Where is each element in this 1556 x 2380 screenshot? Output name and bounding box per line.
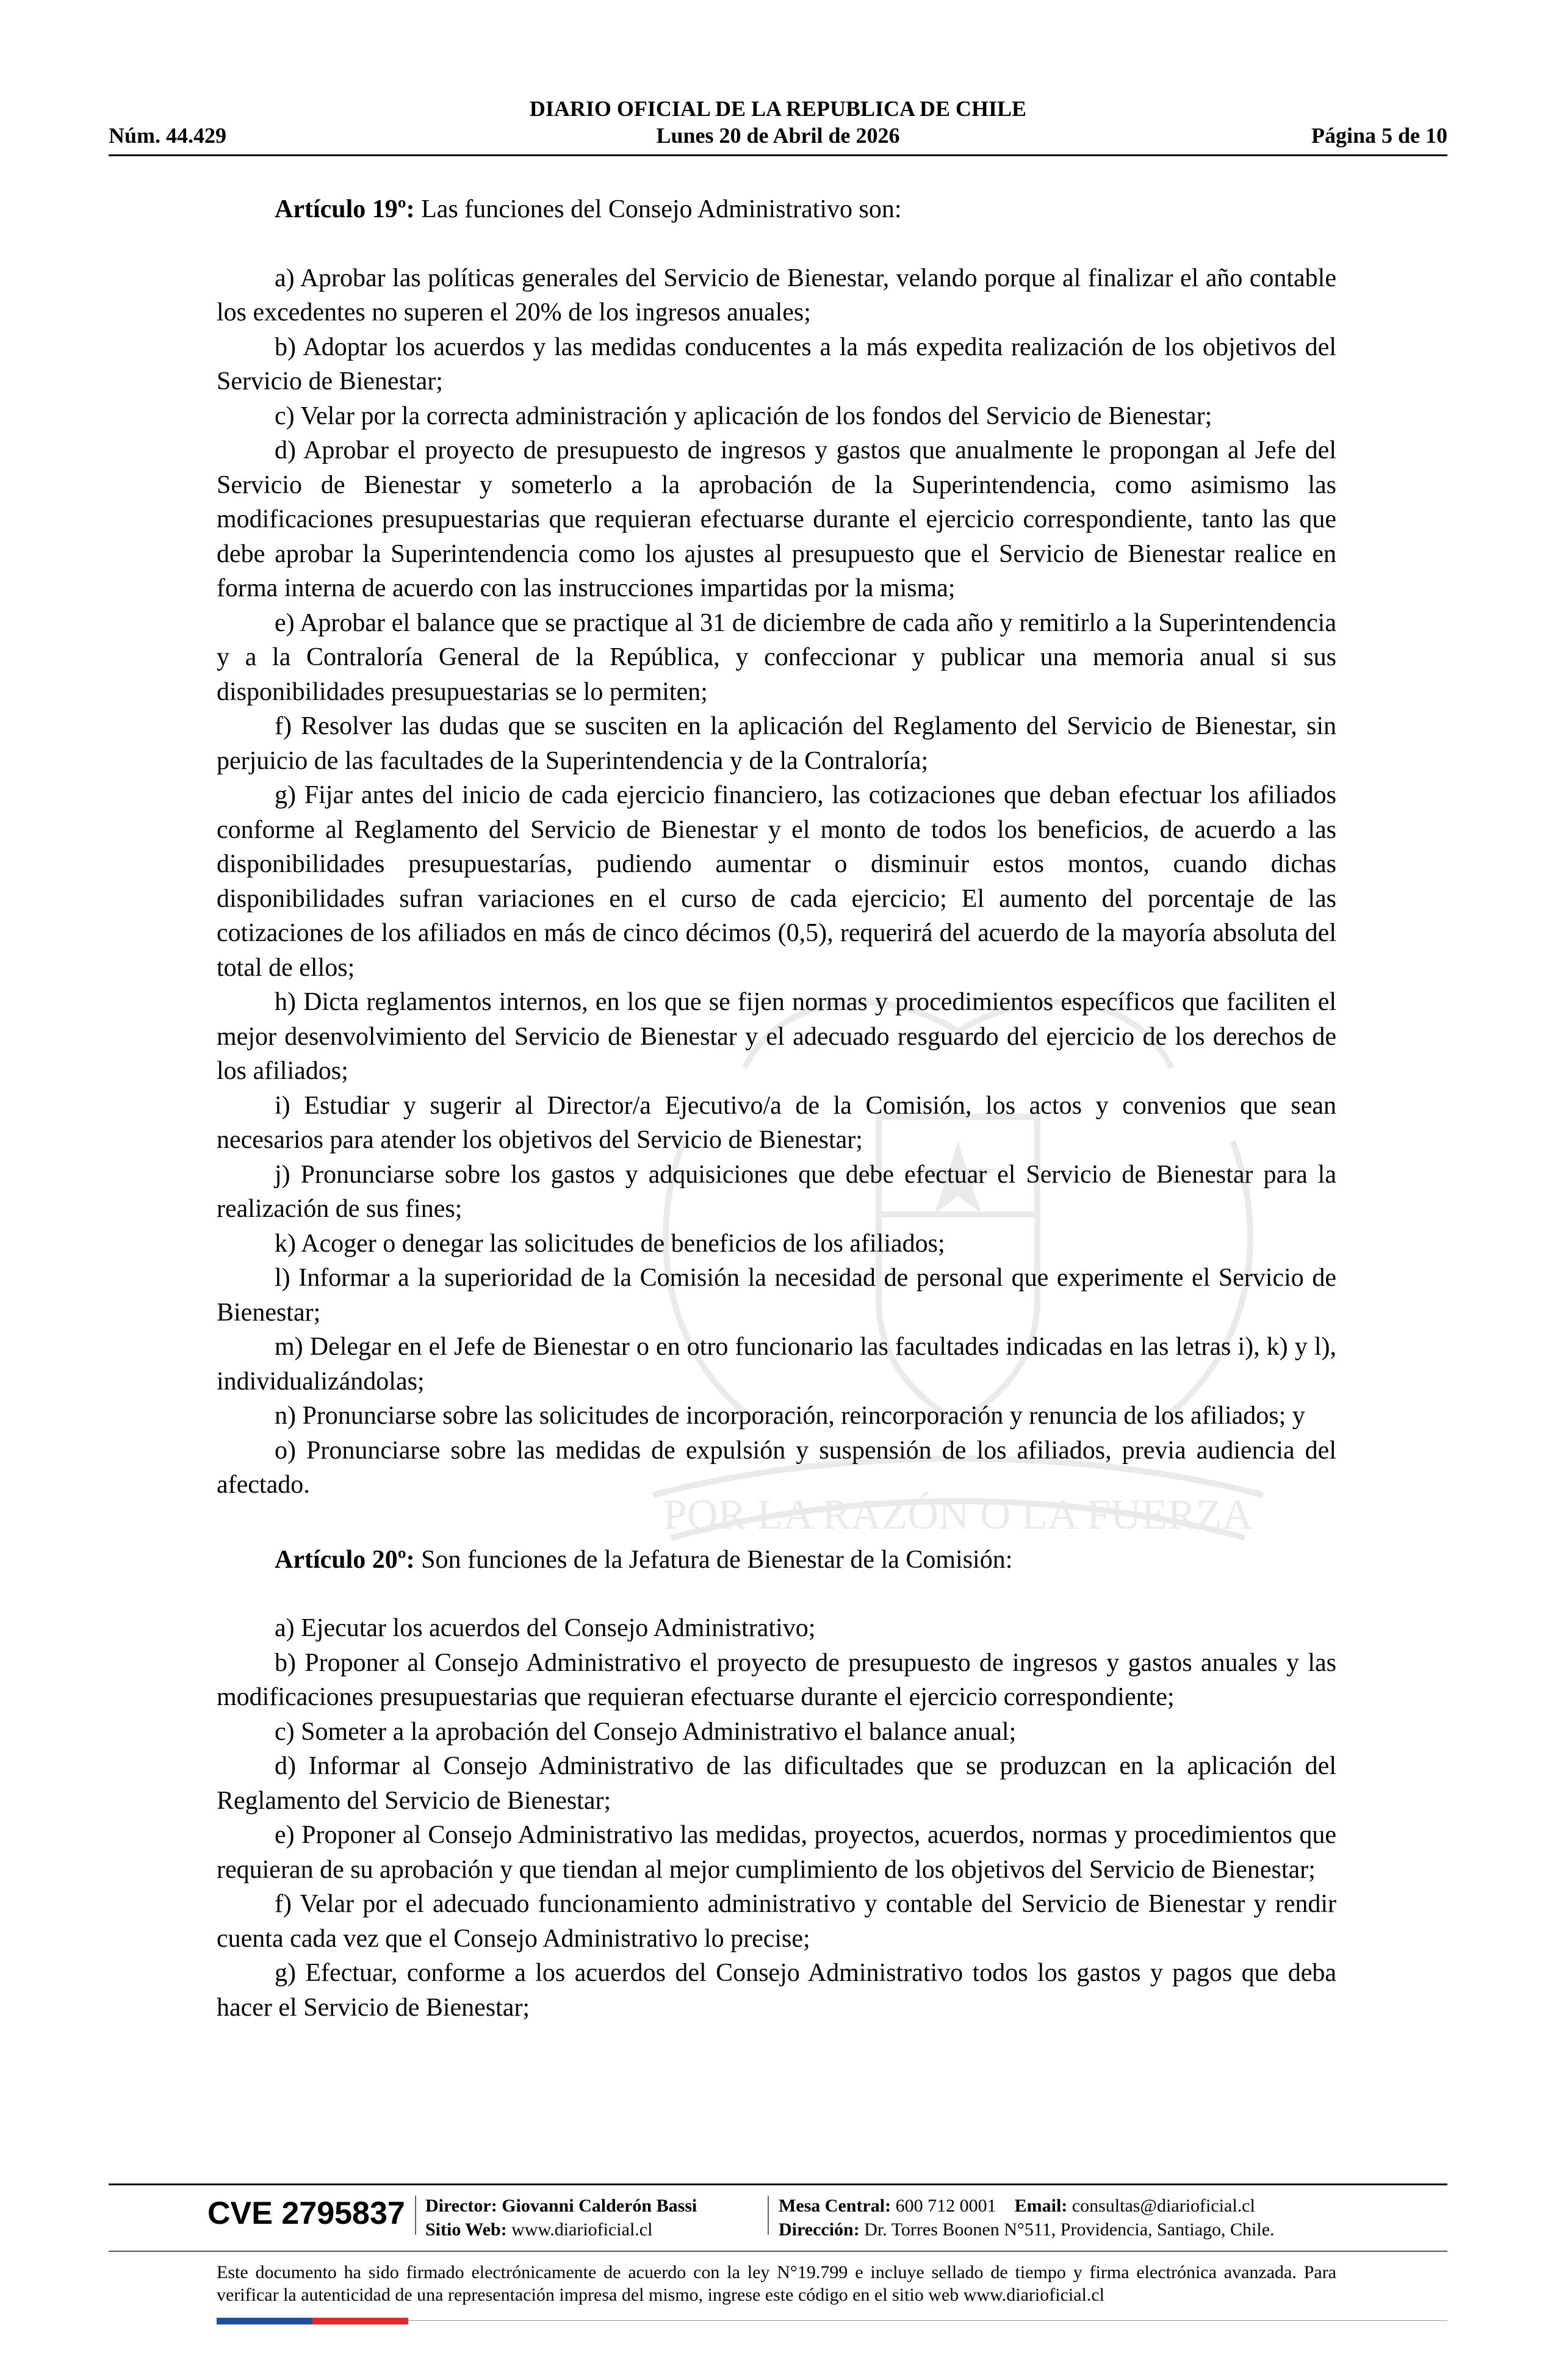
- article-19-item-a: a) Aprobar las políticas generales del Servicio de Bienestar, velando porque al finalizar el año contable los excedentes no superen el 20% de los ingresos anuales;: [217, 264, 1336, 326]
- article-20-item-g: g) Efectuar, conforme a los acuerdos del Consejo Administrativo todos los gastos y pagos que deba hacer el Servicio de Bienestar;: [217, 1959, 1336, 2022]
- article-19-item-k: k) Acoger o denegar las solicitudes de beneficios de los afiliados;: [275, 1229, 945, 1258]
- article-19-item-c: c) Velar por la correcta administración y aplicación de los fondos del Servicio de Bienestar;: [275, 402, 1212, 430]
- article-20-item-f: f) Velar por el adecuado funcionamiento administrativo y contable del Servicio de Bienestar y rendir cuenta cada vez que el Consejo Administrativo lo precise;: [217, 1890, 1336, 1953]
- article-20-heading: [217, 1543, 1336, 1578]
- header-divider: [109, 154, 1447, 156]
- page-header: [109, 92, 1447, 150]
- article-19-item-h: h) Dicta reglamentos internos, en los que se fijen normas y procedimientos específicos que faciliten el mejor desenvolvimiento del Servicio de Bienestar y el adecuado resguardo del ejercicio de los derechos de los afiliados;: [217, 988, 1336, 1085]
- article-19-item-b: b) Adoptar los acuerdos y las medidas conducentes a la más expedita realización de los objetivos del Servicio de Bienestar;: [217, 333, 1336, 395]
- article-19-item-j: j) Pronunciarse sobre los gastos y adquisiciones que debe efectuar el Servicio de Bienestar para la realización de sus fines;: [217, 1160, 1336, 1223]
- document-body: [217, 186, 1336, 2025]
- article-19-item-n: n) Pronunciarse sobre las solicitudes de incorporación, reincorporación y renuncia de los afiliados; y: [275, 1402, 1305, 1430]
- article-19-item-g: g) Fijar antes del inicio de cada ejercicio financiero, las cotizaciones que deban efectuar los afiliados conforme al Reglamento del Servicio de Bienestar y el monto de todos los beneficios, de acuerdo a las disponibilidades presupuestarías, pudiendo aumentar o disminuir estos montos, cuando dichas disponibilidades sufran variaciones en el curso de cada ejercicio; El aumento del porcentaje de las cotizaciones de los afiliados en más de cinco décimos (0,5), requerirá del acuerdo de la mayoría absoluta del total de ellos;: [217, 781, 1336, 982]
- footer-contact-block: [779, 2194, 1275, 2241]
- publication-title: DIARIO OFICIAL DE LA REPUBLICA DE CHILE: [529, 96, 1027, 121]
- address-value: Dr. Torres Boonen N°511, Providencia, Santiago, Chile.: [859, 2220, 1275, 2240]
- issue-number: Núm. 44.429: [109, 123, 227, 148]
- article-20-label: Artículo 20º:: [275, 1545, 415, 1574]
- article-20-intro: Son funciones de la Jefatura de Bienestar de la Comisión:: [414, 1545, 1013, 1574]
- cve-code: CVE 2795837: [207, 2196, 405, 2231]
- article-19-item-l: l) Informar a la superioridad de la Comisión la necesidad de personal que experimente el Servicio de Bienestar;: [217, 1264, 1336, 1327]
- director-label: Director:: [425, 2196, 497, 2216]
- address-label: Dirección:: [779, 2220, 860, 2240]
- article-19-item-d: d) Aprobar el proyecto de presupuesto de ingresos y gastos que anualmente le propongan al Jefe del Servicio de Bienestar y someterlo a la aprobación de la Superintendencia, como asimismo las modificaciones presupuestarias que requieran efectuarse durante el ejercicio correspondiente, tanto las que debe aprobar la Superintendencia como los ajustes al presupuesto que el Servicio de Bienestar realice en forma interna de acuerdo con las instrucciones impartidas por la misma;: [217, 436, 1336, 602]
- article-19-item-e: e) Aprobar el balance que se practique al 31 de diciembre de cada año y remitirlo a la Superintendencia y a la Contraloría General de la República, y confeccionar y publicar una memoria anual si sus disponibilidades presupuestarias se lo permiten;: [217, 608, 1336, 706]
- mesa-value: 600 712 0001: [891, 2196, 996, 2216]
- legal-notice: Este documento ha sido firmado electrónicamente de acuerdo con la ley N°19.799 e incluye sellado de tiempo y firma electrónica avanzada. Para verificar la autenticidad de una representación impresa del mismo, ingrese este código en el sitio web www.diarioficial.cl: [217, 2262, 1336, 2305]
- footer-divider-top: [109, 2183, 1447, 2185]
- mesa-label: Mesa Central:: [779, 2196, 891, 2216]
- article-20-item-c: c) Someter a la aprobación del Consejo Administrativo el balance anual;: [275, 1717, 1017, 1746]
- article-19-item-i: i) Estudiar y sugerir al Director/a Ejecutivo/a de la Comisión, los actos y convenios que sean necesarios para atender los objetivos del Servicio de Bienestar;: [217, 1091, 1336, 1154]
- article-19-item-o: o) Pronunciarse sobre las medidas de expulsión y suspensión de los afiliados, previa audiencia del afectado.: [217, 1436, 1336, 1499]
- article-19-intro: Las funciones del Consejo Administrativo son:: [414, 195, 902, 223]
- article-19-item-f: f) Resolver las dudas que se susciten en la aplicación del Reglamento del Servicio de Bienestar, sin perjuicio de las facultades de la Superintendencia y de la Contraloría;: [217, 712, 1336, 775]
- web-link[interactable]: www.diarioficial.cl: [506, 2220, 653, 2240]
- page-number: Página 5 de 10: [1311, 123, 1447, 148]
- flag-stripe-blue: [217, 2318, 312, 2324]
- web-label: Sitio Web:: [425, 2220, 507, 2240]
- article-19-heading: [217, 192, 1336, 227]
- director-name: Giovanni Calderón Bassi: [497, 2196, 697, 2216]
- footer-director-block: [425, 2194, 697, 2241]
- article-19-item-m: m) Delegar en el Jefe de Bienestar o en otro funcionario las facultades indicadas en las letras i), k) y l), individualizándolas;: [217, 1333, 1336, 1396]
- flag-stripe-red: [312, 2318, 408, 2324]
- article-20-item-b: b) Proponer al Consejo Administrativo el proyecto de presupuesto de ingresos y gastos anuales y las modificaciones presupuestarias que requieran efectuarse durante el ejercicio correspondiente;: [217, 1648, 1336, 1711]
- footer-separator: [415, 2196, 416, 2235]
- email-link[interactable]: consultas@diarioficial.cl: [1067, 2196, 1255, 2216]
- footer-separator: [768, 2196, 769, 2235]
- publication-date: Lunes 20 de Abril de 2026: [656, 123, 900, 148]
- article-20-item-e: e) Proponer al Consejo Administrativo las medidas, proyectos, acuerdos, normas y procedimientos que requieran de su aprobación y que tiendan al mejor cumplimiento de los objetivos del Servicio de Bienestar;: [217, 1821, 1336, 1884]
- footer-divider-mid: [109, 2251, 1447, 2252]
- watermark-motto: POR LA RAZÓN O LA FUERZA: [663, 1491, 1253, 1538]
- email-label: Email:: [1014, 2196, 1068, 2216]
- article-20-item-d: d) Informar al Consejo Administrativo de las dificultades que se produzcan en la aplicación del Reglamento del Servicio de Bienestar;: [217, 1752, 1336, 1815]
- article-19-label: Artículo 19º:: [275, 195, 415, 223]
- article-20-item-a: a) Ejecutar los acuerdos del Consejo Administrativo;: [275, 1614, 816, 1642]
